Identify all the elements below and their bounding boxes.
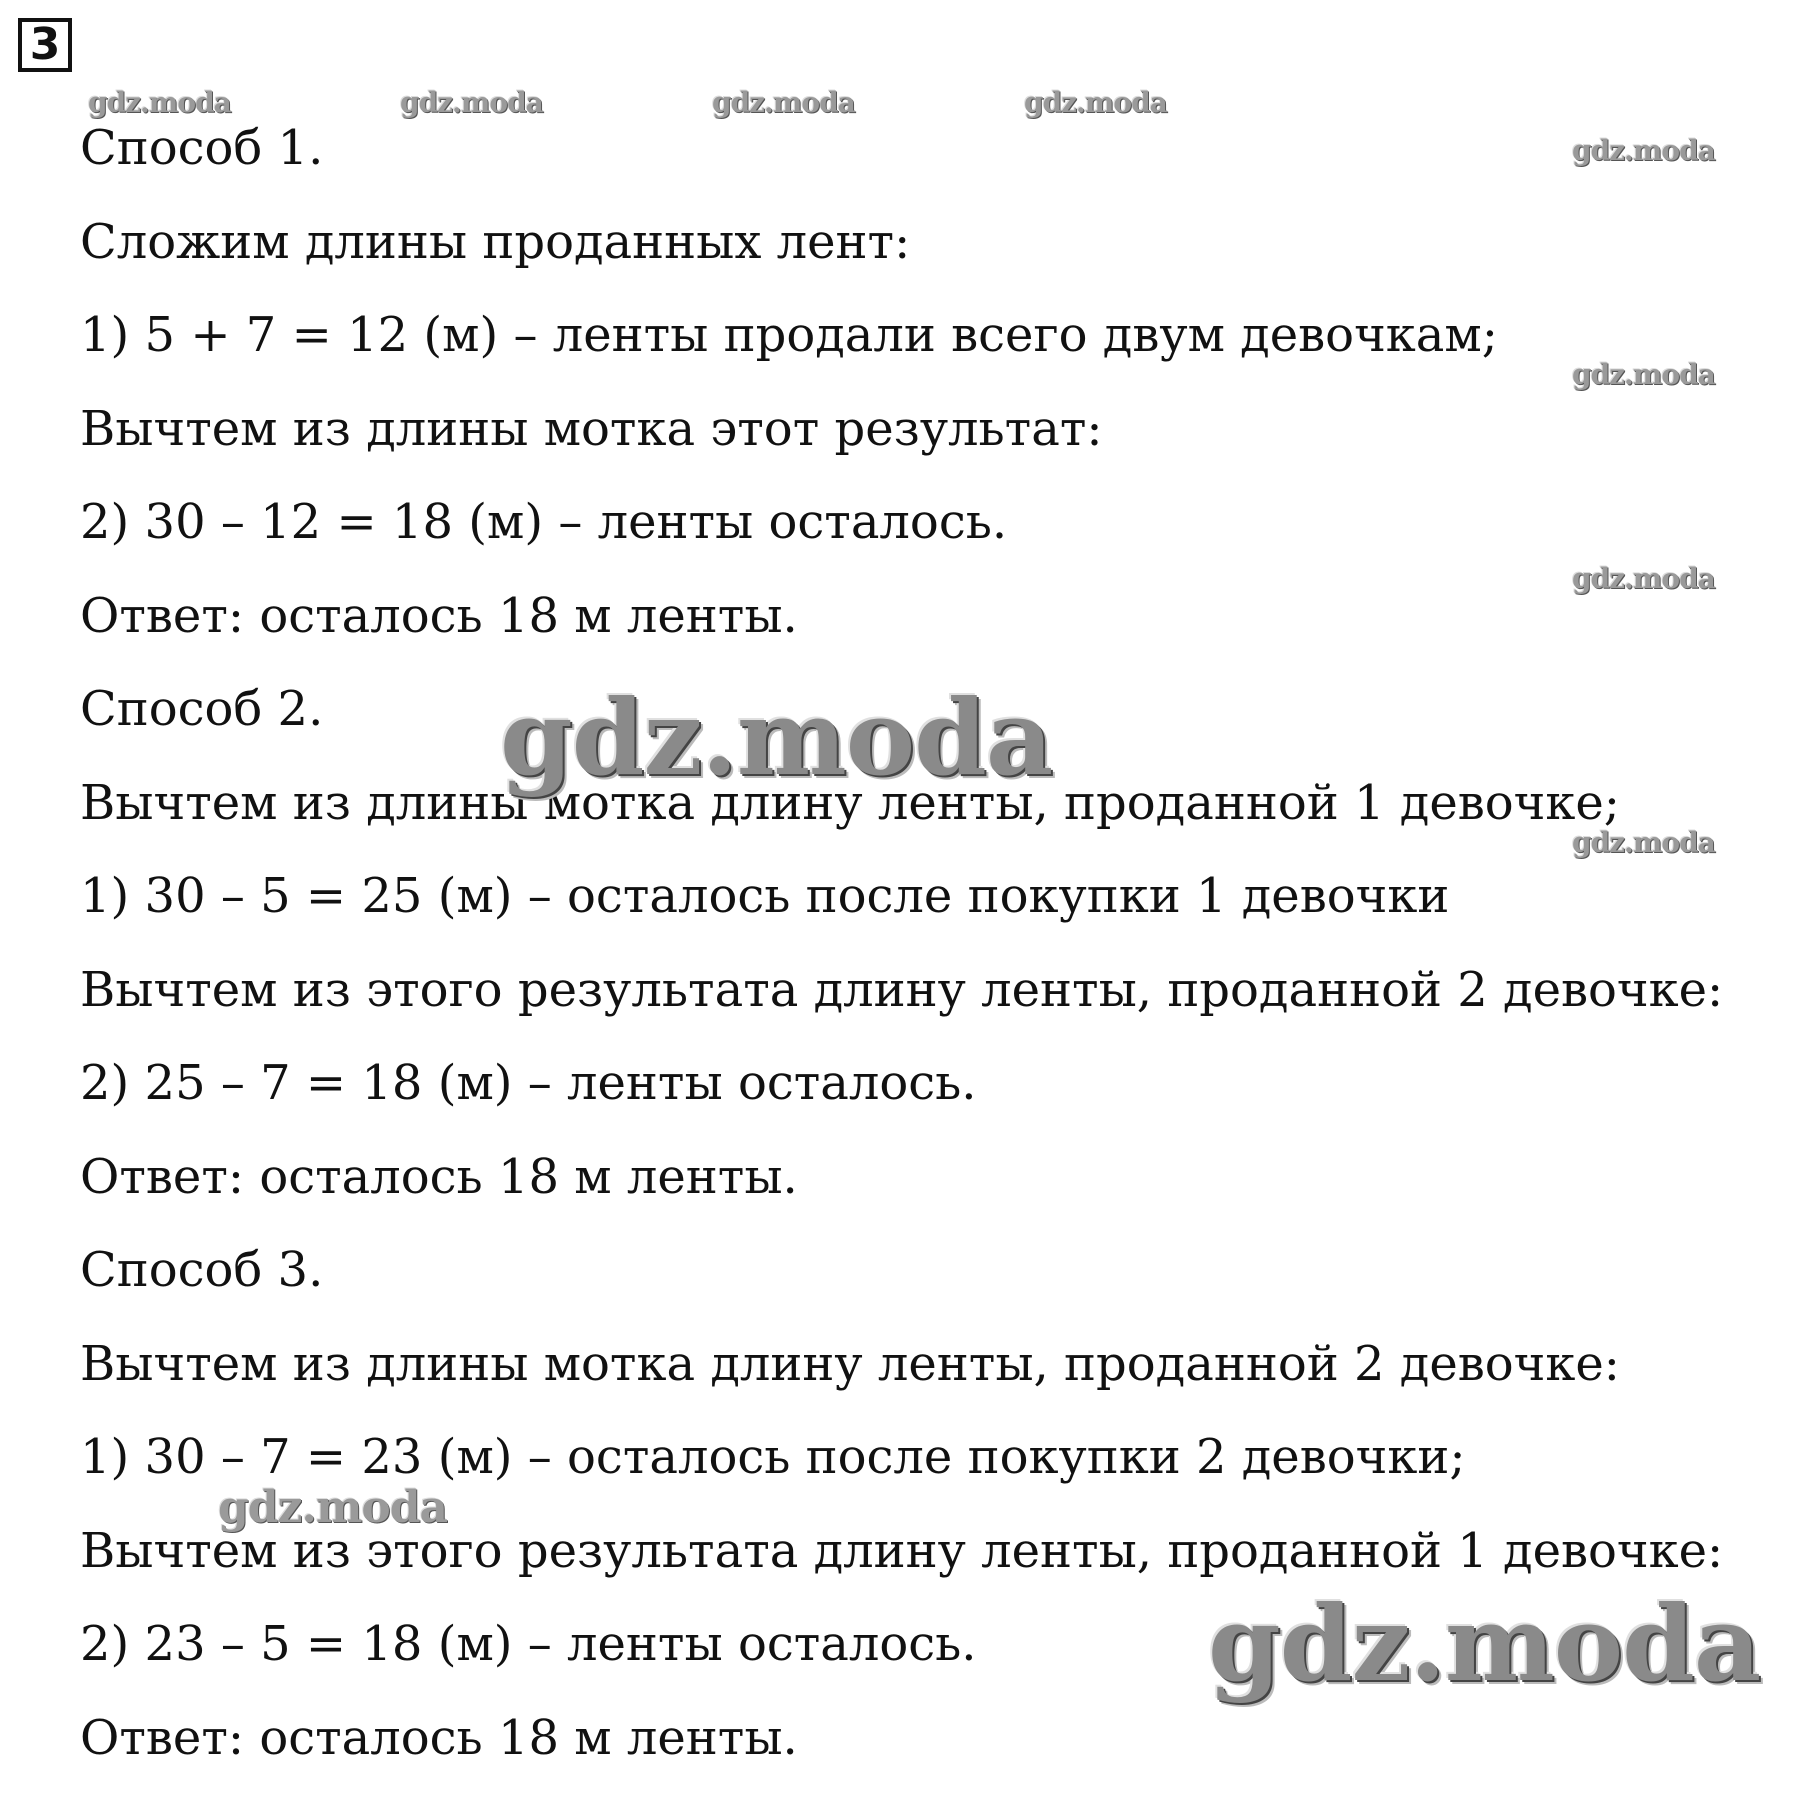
solution-text <box>80 118 1800 1801</box>
watermark-large: gdz.moda <box>500 676 1053 799</box>
answer-line: Ответ: осталось 18 м ленты. <box>80 1148 798 1205</box>
text-line: Вычтем из этого результата длину ленты, проданной 2 девочке: <box>80 961 1724 1018</box>
text-line: Сложим длины проданных лент: <box>80 213 911 270</box>
text-line: Вычтем из длины мотка длину ленты, проданной 2 девочке: <box>80 1335 1620 1392</box>
calculation-line: 1) 5 + 7 = 12 (м) – ленты продали всего двум девочкам; <box>80 307 1498 363</box>
answer-line: Ответ: осталось 18 м ленты. <box>80 587 798 644</box>
method-3-heading: Способ 3. <box>80 1242 324 1298</box>
text-line: Вычтем из длины мотка этот результат: <box>80 400 1103 457</box>
watermark: gdz.moda <box>88 86 231 119</box>
watermark: gdz.moda <box>218 1482 448 1533</box>
watermark: gdz.moda <box>1572 562 1715 595</box>
task-number-badge: 3 <box>18 18 72 72</box>
watermark-large: gdz.moda <box>1208 1582 1761 1705</box>
calculation-line: 1) 30 – 5 = 25 (м) – осталось после покупки 1 девочки <box>80 868 1450 924</box>
method-1-heading: Способ 1. <box>80 120 324 176</box>
answer-line: Ответ: осталось 18 м ленты. <box>80 1709 798 1766</box>
calculation-line: 2) 23 – 5 = 18 (м) – ленты осталось. <box>80 1616 977 1672</box>
text-line: Вычтем из этого результата длину ленты, проданной 1 девочке: <box>80 1522 1724 1579</box>
text-line: Вычтем из длины мотка длину ленты, проданной 1 девочке; <box>80 774 1620 831</box>
calculation-line: 1) 30 – 7 = 23 (м) – осталось после покупки 2 девочки; <box>80 1429 1466 1485</box>
watermark: gdz.moda <box>1024 86 1167 119</box>
watermark: gdz.moda <box>400 86 543 119</box>
watermark: gdz.moda <box>712 86 855 119</box>
watermark: gdz.moda <box>1572 826 1715 859</box>
calculation-line: 2) 25 – 7 = 18 (м) – ленты осталось. <box>80 1055 977 1111</box>
calculation-line: 2) 30 – 12 = 18 (м) – ленты осталось. <box>80 494 1008 550</box>
method-2-heading: Способ 2. <box>80 681 324 737</box>
watermark: gdz.moda <box>1572 134 1715 167</box>
watermark: gdz.moda <box>1572 358 1715 391</box>
